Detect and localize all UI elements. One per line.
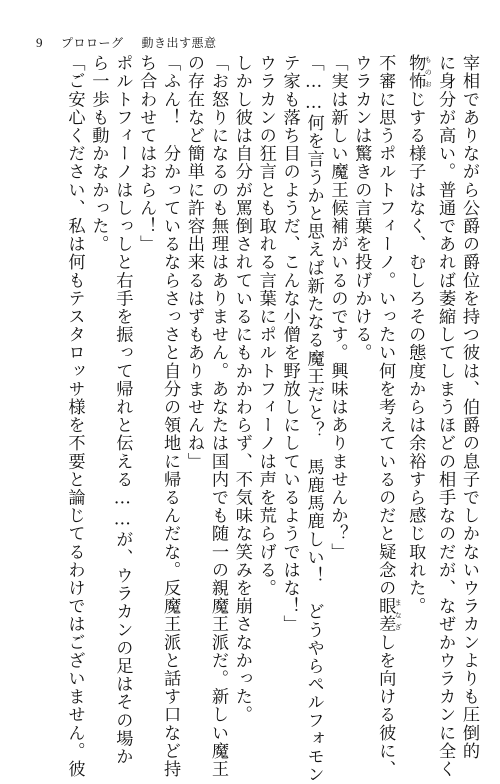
text-line: 「ふん！ 分かっているならさっさと自分の領地に帰るんだな。反魔王派と話す口など持 (160, 54, 181, 778)
text-line: 「実は新しい魔王候補がいるのです。興味はありませんか？」 (327, 54, 348, 561)
text-line: 「……何を言うかと思えば新たなる魔王だと？ 馬鹿馬鹿しい！ どうやらペルフォモン (303, 54, 324, 784)
text-line: ち合わせてはおらん！」 (136, 54, 157, 254)
text-line: ウラカンの狂言とも取れる言葉にポルトフィーノは声を荒らげる。 (255, 54, 276, 597)
text-line: 宰相でありながら公爵の爵位を持つ彼は、伯爵の息子でしかないウラカンよりも圧倒的 (459, 54, 479, 760)
text-line: ら一歩も動かなかった。 (88, 54, 109, 254)
text-line: テ家も落ち目のようだ、こんな小僧を野放しにしているようではな！」 (279, 54, 300, 634)
text-line: 物怖 ものおじする様子はなく、むしろその態度からは余裕すら感じ取れた。 (405, 54, 433, 616)
ruby-annotation: 眼差 まなざ (375, 597, 403, 634)
page-number: 9 (36, 34, 43, 50)
running-header (36, 34, 217, 51)
text-line: 不審に思うポルトフィーノ。いったい何を考えているのだと疑念の眼差 まなざしを向ける彼に、 (375, 54, 403, 779)
text-line: 「ご安心ください、私は何もテスタロッサ様を不要と論じてるわけではございません。彼 (64, 54, 85, 778)
section-title: 動き出す悪意 (141, 36, 217, 50)
text-line: の存在など簡単に許容出来るはずもありませんね」 (184, 54, 205, 471)
text-line: しかし彼は自分が罵倒されているにもかかわらず、不気味な笑みを崩さなかった。 (231, 54, 252, 724)
vertical-text-block (32, 54, 480, 784)
text-line: に身分が高い。普通であれば萎縮してしまうほどの相手なのだが、なぜかウラカンに全く (435, 54, 456, 778)
chapter-title: プロローグ (61, 36, 124, 50)
text-line: 「お怒りになるのも無理はありません。あなたは国内でも随一の親魔王派だ。新しい魔王 (207, 54, 228, 778)
text-line: ウラカンは驚きの言葉を投げかける。 (351, 54, 372, 362)
text-line: ポルトフィーノはしっしと右手を振って帰れと伝える……が、ウラカンの足はその場か (112, 54, 133, 766)
ruby-annotation: 物怖 ものお (405, 54, 433, 91)
